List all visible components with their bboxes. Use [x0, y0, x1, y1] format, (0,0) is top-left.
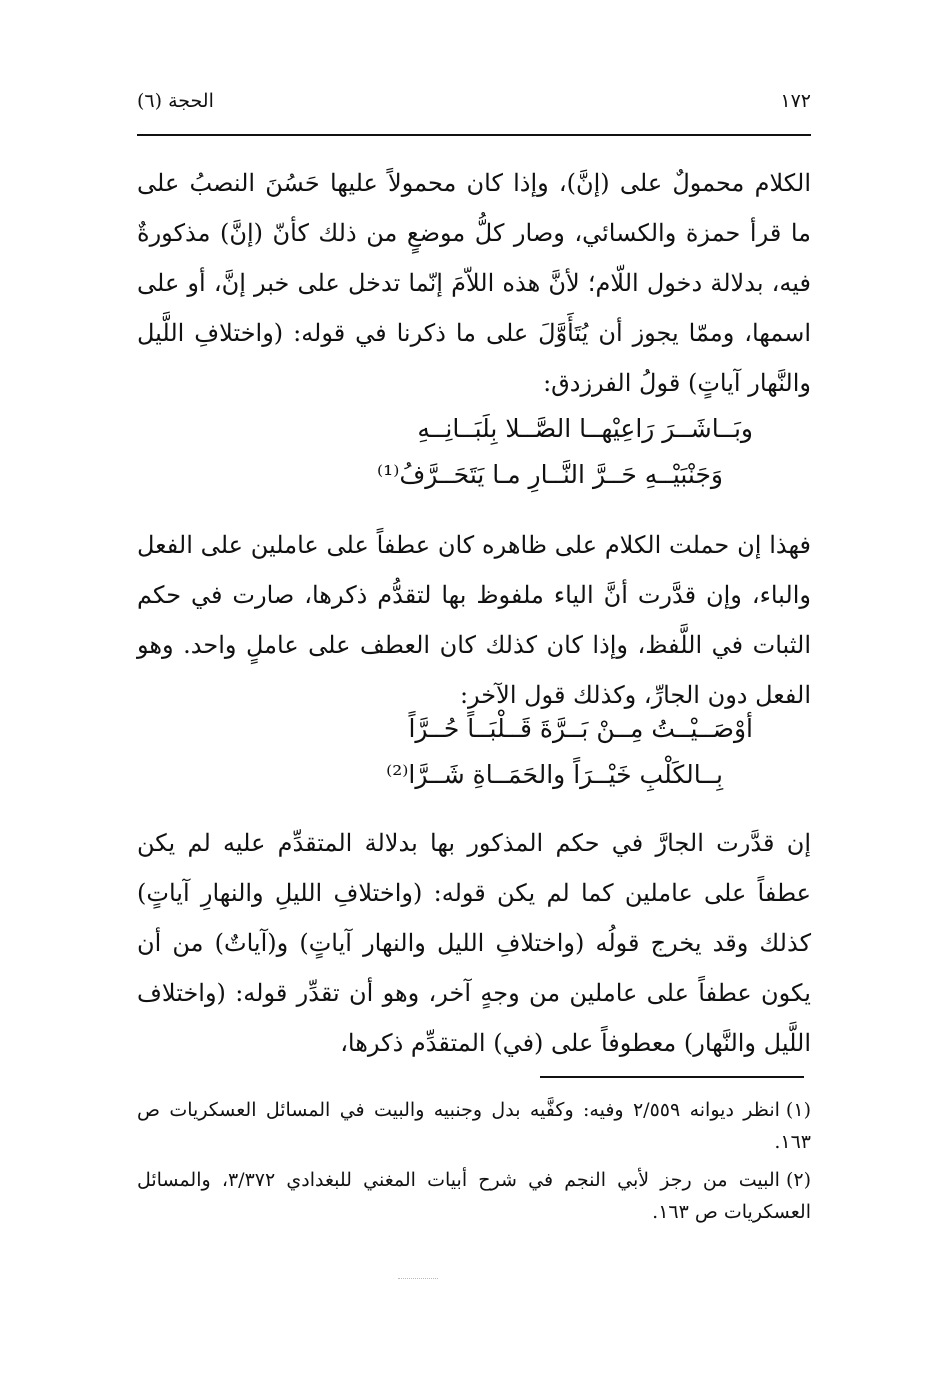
bottom-dots	[398, 1278, 438, 1281]
paragraph-1: الكلام محمولٌ على (إنَّ)، وإذا كان محمولاً عليها حَسُنَ النصبُ على ما قرأ حمزة والكسائي، وصار كلُّ موضعٍ من ذلك كأنّ (إنَّ) مذكورةٌ فيه، بدلالة دخول اللّام؛ لأنَّ هذه اللاّمَ إنّما تدخل على خبر إنَّ، أو على اسمها، وممّا يجوز أن يُتَأَوَّلَ على ما ذكرنا في قوله: (واختلافِ اللَّيل والنَّهار آياتٍ) قولُ الفرزدق:	[137, 169, 811, 397]
footnote-number: (١)	[785, 1099, 811, 1121]
verse-1-line-2: وَجَنْبَيْــهِ حَــرَّ النَّــارِ مـا يَتَحَــرَّفُ⁽¹⁾	[377, 460, 723, 489]
footnote-number: (٢)	[785, 1169, 811, 1191]
page-number: ١٧٢	[780, 90, 811, 112]
paragraph-2: فهذا إن حملت الكلام على ظاهره كان عطفاً على عاملين على الفعل والباء، وإن قدَّرت أنَّ الياء ملفوظ بها لتقدُّم ذكرها، صارت في حكم الثبات في اللَّفظ، وإذا كان كذلك كان العطف على عاملٍ واحد. وهو الفعل دون الجارِّ، وكذلك قول الآخر:	[137, 531, 811, 709]
book-title: الحجة (٦)	[137, 90, 214, 112]
footnote-rule	[540, 1076, 804, 1078]
footnote-text: انظر ديوانه ٢/٥٥٩ وفيه: وكفَّيه بدل وجنبيه والبيت في المسائل العسكريات ص ١٦٣.	[137, 1099, 811, 1153]
verse-2-line-1: أوْصَــيْــتُ مِــنْ بَــرَّةَ قَــلْبَــاً حُــرَّاً	[408, 714, 753, 743]
verse-2-line-2: بِــالكَلْبِ خَيْــرَاً والحَمَــاةِ شَــرَّا⁽²⁾	[386, 760, 723, 789]
paragraph-3: إن قدَّرت الجارَّ في حكم المذكور بها بدلالة المتقدِّم عليه لم يكن عطفاً على عاملين كما لم يكن قوله: (واختلافِ الليلِ والنهارِ آياتٍ) كذلك وقد يخرج قولُه (واختلافِ الليل والنهار آياتٍ) و(آياتٌ) من أن يكون عطفاً على عاملين من وجهٍ آخر، وهو أن تقدِّر قوله: (واختلاف اللَّيل والنَّهار) معطوفاً على (في) المتقدِّم ذكرها،	[137, 829, 811, 1057]
footnote-1	[137, 1094, 811, 1158]
verse-1-line-1: وبَــاشَــرَ رَاعِيْهــا الصَّــلا بِلَبَــانِــهِ	[417, 414, 753, 443]
footnote-text: البيت من رجز لأبي النجم في شرح أبيات المغني للبغدادي ٣/٣٧٢، والمسائل العسكريات ص ١٦٣.	[137, 1169, 811, 1223]
footnote-2	[137, 1164, 811, 1228]
running-header	[137, 86, 811, 122]
footnotes	[137, 1094, 811, 1234]
header-rule	[137, 134, 811, 136]
